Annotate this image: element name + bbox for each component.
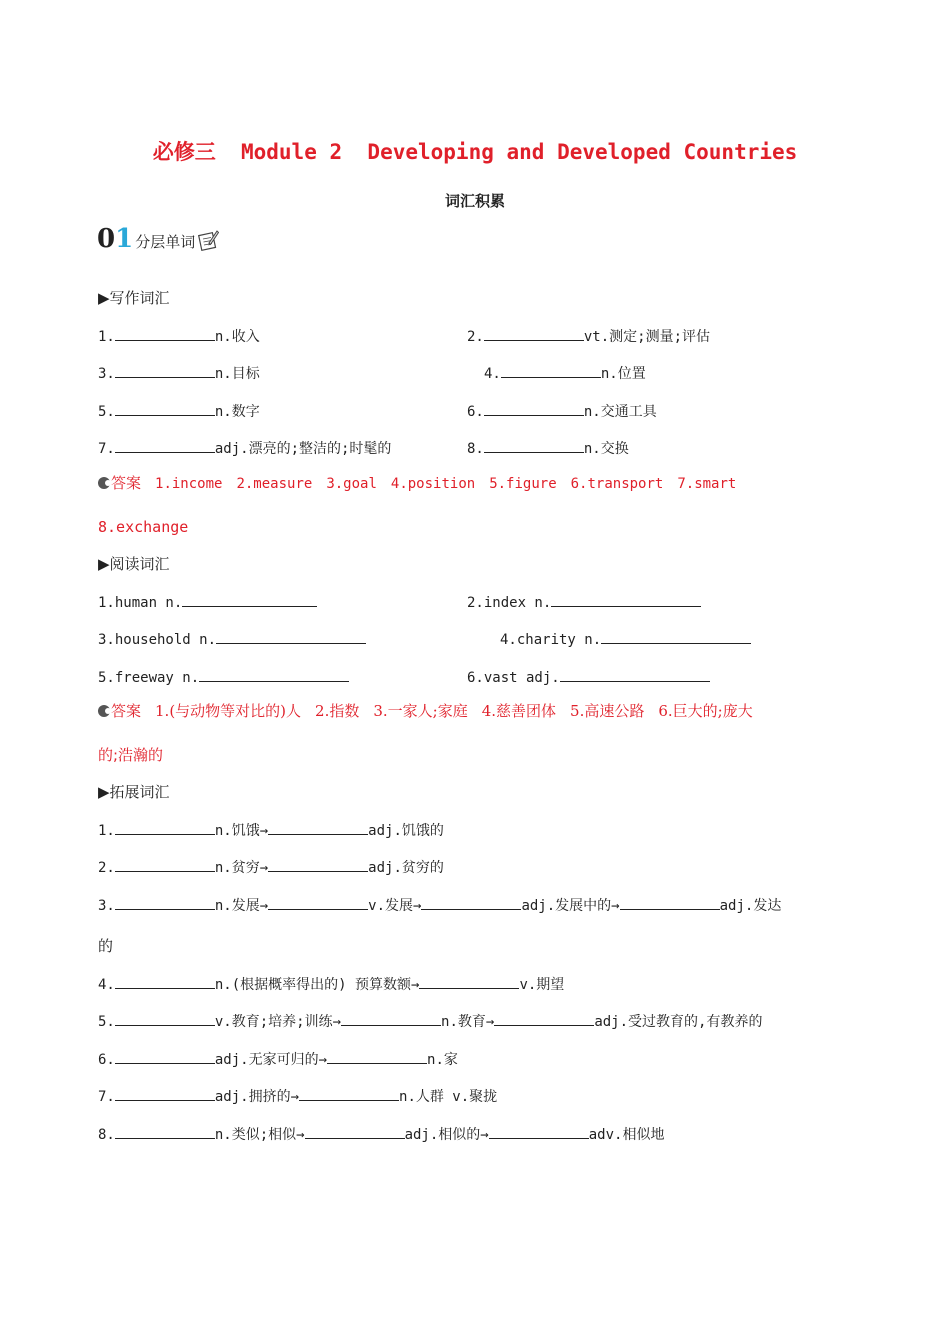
extension-item-1: 1. n.饥饿→ adj.饥饿的 (98, 820, 444, 841)
answer-blank[interactable] (341, 1011, 441, 1026)
answer-blank[interactable] (484, 401, 584, 416)
reading-item-1: 1.human n. (98, 592, 317, 613)
writing-item-5: 5. n.数字 (98, 401, 260, 422)
answer-blank[interactable] (489, 1124, 589, 1139)
answer-blank[interactable] (115, 438, 215, 453)
answer-blank[interactable] (327, 1049, 427, 1064)
page-title: 必修三 Module 2 Developing and Developed Countries (152, 140, 798, 164)
writing-item-2: 2. vt.测定;测量;评估 (467, 326, 710, 347)
writing-answer: 答案 1.income 2.measure 3.goal 4.position 5.figure 6.transport 7.smart (98, 473, 750, 494)
extension-item-3: 3. n.发展→ v.发展→ adj.发展中的→ adj.发达 (98, 895, 781, 916)
answer-blank[interactable] (268, 857, 368, 872)
answer-icon (98, 477, 110, 489)
extension-item-3-cont: 的 (98, 937, 114, 955)
answer-blank[interactable] (115, 895, 215, 910)
section-heading (97, 220, 219, 252)
answer-blank[interactable] (494, 1011, 594, 1026)
extension-item-6: 6. adj.无家可归的→ n.家 (98, 1049, 458, 1070)
reading-item-6: 6.vast adj. (467, 667, 710, 688)
section-number: 01 (97, 224, 134, 254)
answer-blank[interactable] (115, 820, 215, 835)
reading-item-5: 5.freeway n. (98, 667, 349, 688)
answer-blank[interactable] (305, 1124, 405, 1139)
extension-item-5: 5. v.教育;培养;训练→ n.教育→ adj.受过教育的,有教养的 (98, 1011, 762, 1032)
writing-item-1: 1. n.收入 (98, 326, 260, 347)
extension-item-2: 2. n.贫穷→ adj.贫穷的 (98, 857, 444, 878)
answer-blank[interactable] (115, 1011, 215, 1026)
writing-item-8: 8. n.交换 (467, 438, 629, 459)
writing-answer-cont: 8.exchange (98, 518, 189, 536)
writing-item-3: 3. n.目标 (98, 363, 260, 384)
extension-item-4: 4. n.(根据概率得出的) 预算数额→ v.期望 (98, 974, 564, 995)
answer-blank[interactable] (182, 592, 317, 607)
answer-blank[interactable] (501, 363, 601, 378)
answer-blank[interactable] (419, 974, 519, 989)
writing-item-6: 6. n.交通工具 (467, 401, 657, 422)
pencil-paper-icon (197, 228, 219, 252)
answer-blank[interactable] (115, 1124, 215, 1139)
answer-blank[interactable] (601, 629, 751, 644)
reading-item-4: 4.charity n. (500, 629, 751, 650)
section-label: 分层单词 (135, 233, 196, 251)
answer-blank[interactable] (268, 820, 368, 835)
writing-item-7: 7. adj.漂亮的;整洁的;时髦的 (98, 438, 391, 459)
reading-answer-cont: 的;浩瀚的 (98, 746, 164, 764)
reading-item-2: 2.index n. (467, 592, 701, 613)
answer-blank[interactable] (115, 363, 215, 378)
page-subtitle: 词汇积累 (444, 192, 505, 210)
answer-blank[interactable] (421, 895, 521, 910)
extension-item-7: 7. adj.拥挤的→ n.人群 v.聚拢 (98, 1086, 497, 1107)
reading-answer: 答案 1.(与动物等对比的)人 2.指数 3.一家人;家庭 4.慈善团体 5.高速公路 6.巨大的;庞大 (98, 701, 753, 721)
reading-item-3: 3.household n. (98, 629, 366, 650)
answer-blank[interactable] (299, 1086, 399, 1101)
answer-blank[interactable] (216, 629, 366, 644)
answer-blank[interactable] (199, 667, 349, 682)
answer-blank[interactable] (484, 438, 584, 453)
answer-blank[interactable] (115, 974, 215, 989)
answer-blank[interactable] (115, 1086, 215, 1101)
writing-item-4: 4. n.位置 (484, 363, 646, 384)
answer-blank[interactable] (115, 1049, 215, 1064)
answer-blank[interactable] (268, 895, 368, 910)
writing-header: ▶写作词汇 (98, 289, 170, 307)
answer-blank[interactable] (551, 592, 701, 607)
answer-blank[interactable] (115, 326, 215, 341)
answer-blank[interactable] (484, 326, 584, 341)
extension-item-8: 8. n.类似;相似→ adj.相似的→ adv.相似地 (98, 1124, 664, 1145)
answer-blank[interactable] (115, 857, 215, 872)
extension-header: ▶拓展词汇 (98, 783, 170, 801)
answer-blank[interactable] (560, 667, 710, 682)
answer-blank[interactable] (620, 895, 720, 910)
reading-header: ▶阅读词汇 (98, 555, 170, 573)
answer-blank[interactable] (115, 401, 215, 416)
answer-icon (98, 705, 110, 717)
